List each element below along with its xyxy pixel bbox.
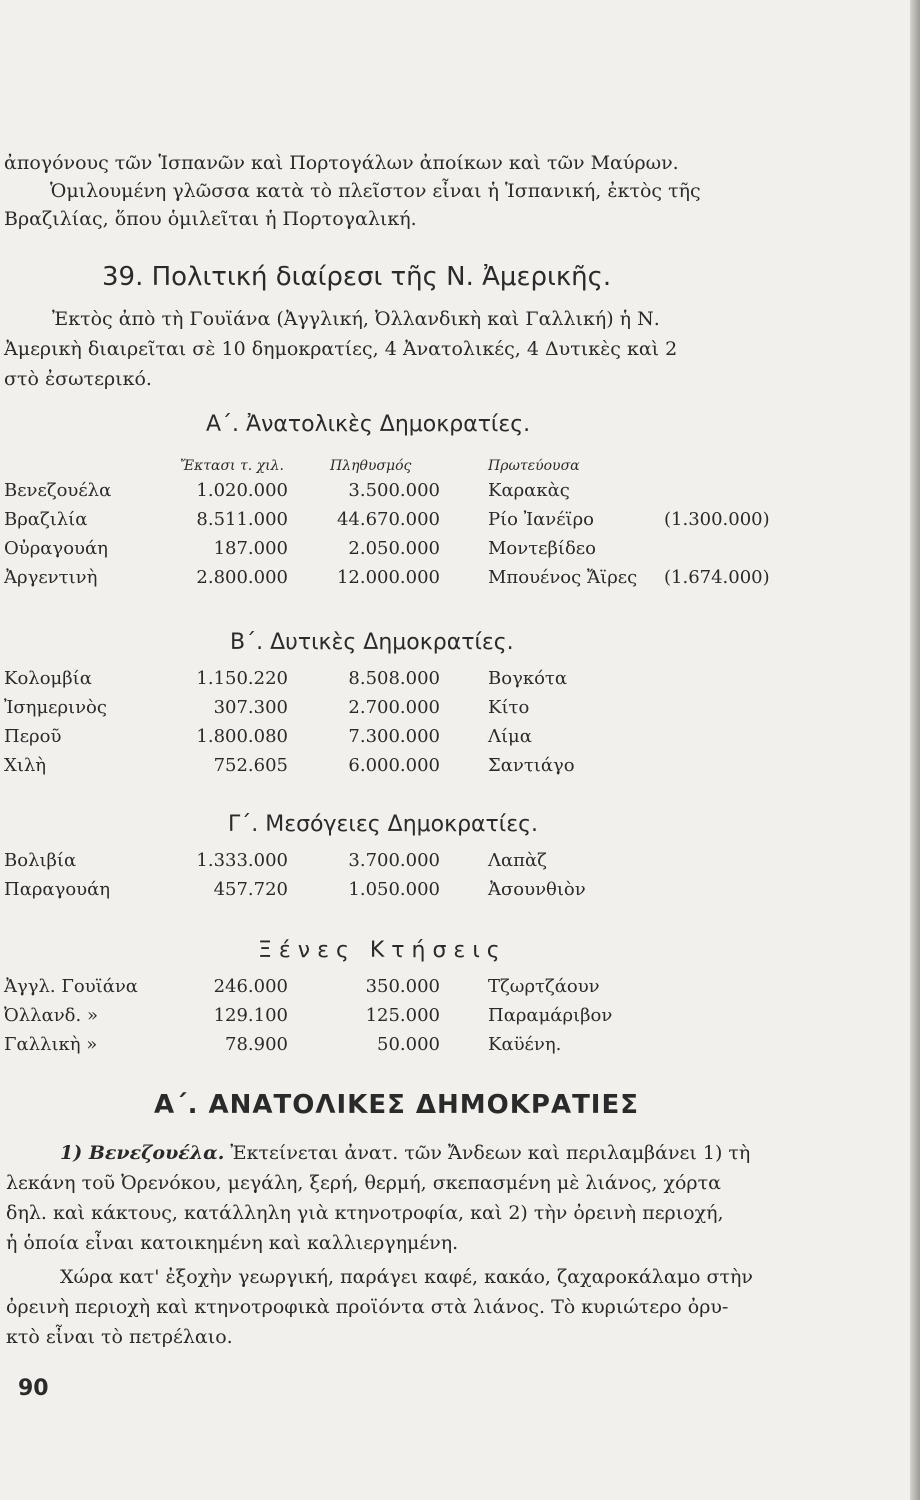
country-name: Χιλὴ [4,755,47,776]
group-title-foreign: Ξένες Κτήσεις [258,938,507,963]
capital-population-note: (1.674.000) [664,567,770,588]
capital-name: Λαπὰζ [488,850,547,871]
capital-population-note: (1.300.000) [664,509,770,530]
section-line-2: Ἀμερικὴ διαιρεῖται σὲ 10 δημοκρατίες, 4 Ἀνατολικές, 4 Δυτικὲς καὶ 2 [4,338,678,360]
population-value: 1.050.000 [348,879,440,900]
capital-name: Ρίο Ἰανέϊρο [488,509,595,530]
capital-name: Μοντεβίδεο [488,538,596,559]
section-title: 39. Πολιτική διαίρεσι τῆς Ν. Ἀμερικῆς. [102,262,612,292]
capital-name: Βογκότα [488,668,568,689]
intro-line-2: Ὁμιλουμένη γλῶσσα κατὰ τὸ πλεῖστον εἶναι ἡ Ἱσπανική, ἐκτὸς τῆς [50,180,701,202]
country-name: Βενεζουέλα [4,480,112,501]
population-value: 7.300.000 [348,726,440,747]
area-value: 752.605 [213,755,288,776]
area-value: 1.800.080 [196,726,288,747]
paragraph2-line-3: κτὸ εἶναι τὸ πετρέλαιο. [6,1326,233,1348]
column-header-capital: Πρωτεύουσα [488,458,580,474]
area-value: 2.800.000 [196,567,288,588]
paragraph1-line-2: λεκάνη τοῦ Ὀρενόκου, μεγάλη, ξερή, θερμή, σκεπασμένη μὲ λιάνος, χόρτα [6,1172,721,1194]
population-value: 350.000 [365,976,440,997]
country-name: Ἀργεντινὴ [4,567,98,588]
country-name: Ἰσημερινὸς [4,697,107,718]
area-value: 78.900 [225,1034,288,1055]
population-value: 2.700.000 [348,697,440,718]
section-line-1: Ἐκτὸς ἀπὸ τὴ Γουϊάνα (Ἀγγλική, Ὀλλανδικὴ καὶ Γαλλική) ἡ Ν. [52,308,660,330]
capital-name: Λίμα [488,726,532,747]
population-value: 3.700.000 [348,850,440,871]
country-name: Βολιβία [4,850,77,871]
capital-name: Ἀσουνθιὸν [488,879,586,900]
country-name: Γαλλικὴ » [4,1034,98,1055]
capital-name: Μπουένος Ἄϊρες [488,567,638,588]
population-value: 44.670.000 [336,509,440,530]
country-name: Οὐραγουάη [4,538,108,559]
capital-name: Παραμάριβον [488,1005,613,1026]
population-value: 2.050.000 [348,538,440,559]
paragraph1-line-4: ἡ ὁποία εἶναι κατοικημένη καὶ καλλιεργημένη. [6,1232,459,1254]
capital-name: Τζωρτζάουν [488,976,600,997]
area-value: 457.720 [213,879,288,900]
population-value: 8.508.000 [348,668,440,689]
paragraph2-line-1: Χώρα κατ' ἐξοχὴν γεωργική, παράγει καφέ, κακάο, ζαχαροκάλαμο στὴν [60,1266,753,1288]
country-name: Κολομβία [4,668,92,689]
paragraph1-line-1 [60,1140,750,1166]
page-edge-shadow [910,0,920,1500]
paragraph1-first-rest: Ἐκτείνεται ἀνατ. τῶν Ἄνδεων καὶ περιλαμβάνει 1) τὴ [224,1142,751,1164]
area-value: 8.511.000 [196,509,288,530]
country-name: Παραγουάη [4,879,111,900]
population-value: 50.000 [377,1034,440,1055]
population-value: 3.500.000 [348,480,440,501]
area-value: 1.333.000 [196,850,288,871]
group-title-west: Β΄. Δυτικὲς Δημοκρατίες. [230,630,514,655]
country-name: Βραζιλία [4,509,88,530]
area-value: 129.100 [213,1005,288,1026]
area-value: 307.300 [213,697,288,718]
capital-name: Καϋένη. [488,1034,562,1055]
column-header-population: Πληθυσμός [330,458,412,474]
group-title-east: Α΄. Ἀνατολικὲς Δημοκρατίες. [206,412,531,437]
intro-line-3: Βραζιλίας, ὅπου ὁμιλεῖται ἡ Πορτογαλική. [4,208,417,230]
intro-line-1: ἀπογόνους τῶν Ἱσπανῶν καὶ Πορτογάλων ἀποίκων καὶ τῶν Μαύρων. [4,152,679,174]
paragraph2-line-2: ὀρεινὴ περιοχὴ καὶ κτηνοτροφικὰ προϊόντα στὰ λιάνος. Τὸ κυριώτερο ὀρυ- [6,1296,729,1318]
population-value: 125.000 [365,1005,440,1026]
capital-name: Κίτο [488,697,530,718]
area-value: 1.020.000 [196,480,288,501]
population-value: 6.000.000 [348,755,440,776]
column-header-area: Ἔκτασι τ. χιλ. [180,458,284,474]
country-name: Περοῦ [4,726,62,747]
population-value: 12.000.000 [336,567,440,588]
area-value: 1.150.220 [196,668,288,689]
section-line-3: στὸ ἐσωτερικό. [4,368,152,390]
country-name: Ὀλλανδ. » [4,1005,98,1026]
capital-name: Σαντιάγο [488,755,575,776]
area-value: 187.000 [213,538,288,559]
country-name: Ἀγγλ. Γουϊάνα [4,976,138,997]
chapter-title: Α΄. ΑΝΑΤΟΛΙΚΕΣ ΔΗΜΟΚΡΑΤΙΕΣ [154,1090,639,1120]
group-title-inland: Γ΄. Μεσόγειες Δημοκρατίες. [228,812,539,837]
paragraph1-line-3: δηλ. καὶ κάκτους, κατάλληλη γιὰ κτηνοτροφία, καὶ 2) τὴν ὀρεινὴ περιοχή, [6,1202,724,1224]
capital-name: Καρακὰς [488,480,570,501]
area-value: 246.000 [213,976,288,997]
paragraph1-lead: 1) Βενεζουέλα. [60,1142,225,1164]
page-number: 90 [18,1376,49,1401]
